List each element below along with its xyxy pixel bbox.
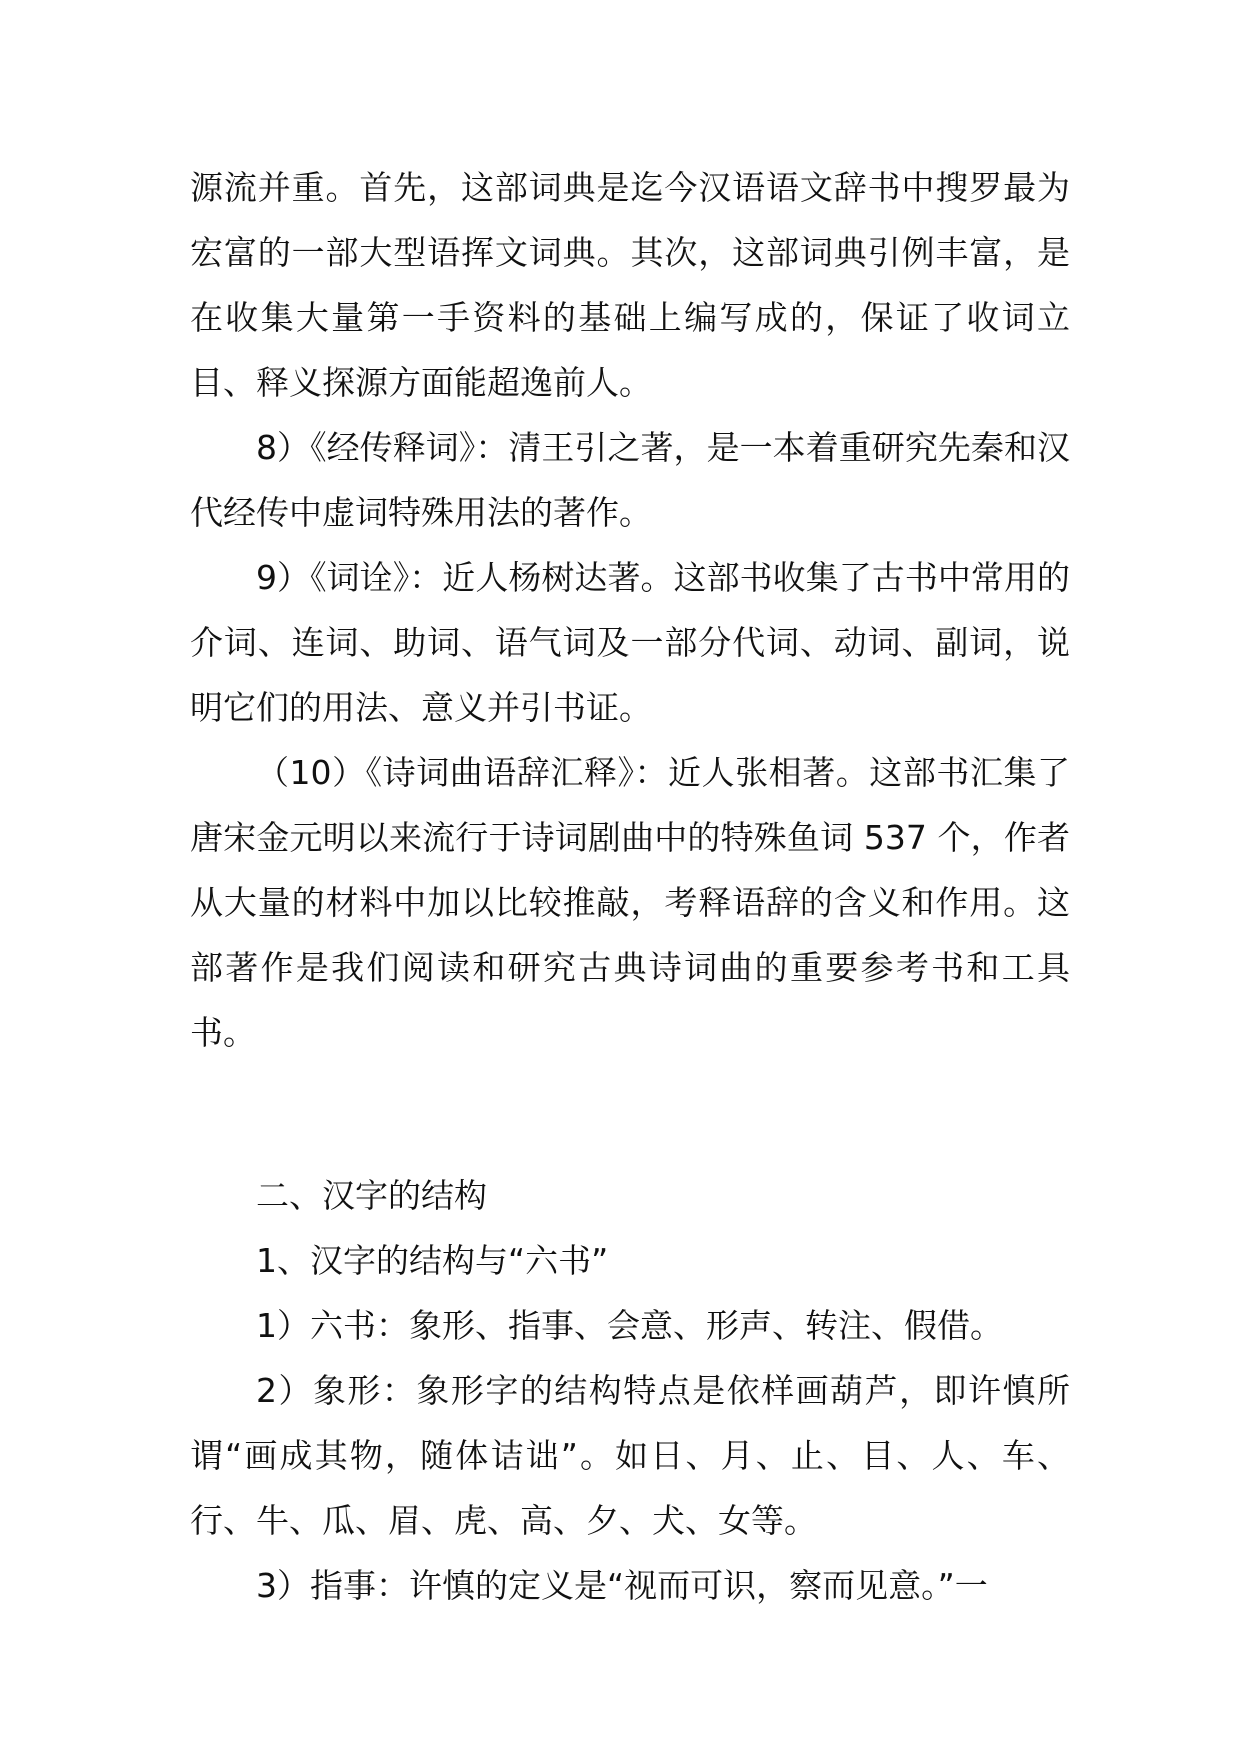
document-body xyxy=(190,155,1070,1618)
paragraph-zhishi: 3）指事：许慎的定义是“视而可识，察而见意。”一 xyxy=(256,1566,988,1605)
paragraph-continuation: 源流并重。首先，这部词典是迄今汉语语文辞书中搜罗最为宏富的一部大型语挥文词典。其次，这部词典引例丰富，是在收集大量第一手资料的基础上编写成的，保证了收词立目、释义探源方面能超逸前人。 xyxy=(190,168,1070,402)
section-heading: 二、汉字的结构 xyxy=(256,1176,487,1215)
paragraph-xiangxing: 2）象形：象形字的结构特点是依样画葫芦，即许慎所谓“画成其物，随体诘诎”。如日、月、止、目、人、车、行、牛、瓜、眉、虎、高、夕、犬、女等。 xyxy=(190,1371,1070,1540)
subsection-heading: 1、汉字的结构与“六书” xyxy=(256,1241,609,1280)
paragraph-liushu: 1）六书：象形、指事、会意、形声、转注、假借。 xyxy=(256,1306,1003,1345)
section-gap xyxy=(190,1065,1070,1163)
paragraph-item-10: （10）《诗词曲语辞汇释》：近人张相著。这部书汇集了唐宋金元明以来流行于诗词剧曲中的特殊鱼词 537 个，作者从大量的材料中加以比较推敲，考释语辞的含义和作用。这部著作是我们阅读和研究古典诗词曲的重要参考书和工具书。 xyxy=(190,753,1070,1052)
paragraph-item-8: 8）《经传释词》：清王引之著，是一本着重研究先秦和汉代经传中虚词特殊用法的著作。 xyxy=(190,428,1070,532)
paragraph-item-9: 9）《词诠》：近人杨树达著。这部书收集了古书中常用的介词、连词、助词、语气词及一部分代词、动词、副词，说明它们的用法、意义并引书证。 xyxy=(190,558,1070,727)
